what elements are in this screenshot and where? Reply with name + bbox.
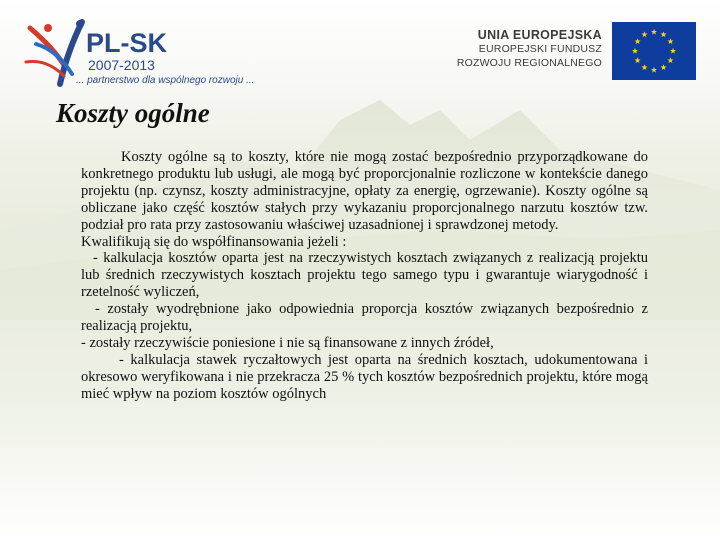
program-years: 2007-2013 (88, 57, 155, 73)
eu-flag-icon (612, 22, 696, 80)
slide-body (81, 149, 648, 403)
eu-line-1: UNIA EUROPEJSKA (477, 28, 602, 42)
condition-item: - kalkulacja stawek ryczałtowych jest oparta na średnich kosztach, udokumentowana i okresowo weryfikowana i nie przekracza 25 % tych kosztów bezpośrednich projektu, które mogą mieć wpływ na poziom kosztów ogólnych (81, 351, 648, 402)
eu-line-2: EUROPEJSKI FUNDUSZ (478, 43, 602, 55)
eu-line-3: ROZWOJU REGIONALNEGO (456, 57, 602, 69)
program-slogan: ... partnerstwo dla wspólnego rozwoju ... (76, 75, 255, 86)
condition-item: - kalkulacja kosztów oparta jest na rzeczywistych kosztach związanych z realizacją projektu lub średnich rzeczywistych kosztach projektu tego samego typu i gwarantuje wiarygodność i rzetelność wyliczeń, (81, 250, 648, 301)
program-name: PL-SK (86, 28, 167, 58)
definition-paragraph: Koszty ogólne są to koszty, które nie mogą zostać bezpośrednio przyporządkowane do konkretnego produktu lub usługi, ale mogą być proporcjonalnie rozliczone w kontekście danego projektu (np. czynsz, koszty administracyjne, opłaty za energię, ogrzewanie). Koszty ogólne są obliczane jako część kosztów stałych przy wykazaniu proporcjonalnego narzutu kosztów tzw. podział pro rata przy zastosowaniu właściwej uzasadnionej i sprawdzonej metody. (81, 149, 648, 233)
eu-fund-label (457, 28, 602, 70)
condition-item: - zostały rzeczywiście poniesione i nie są finansowane z innych źródeł, (81, 334, 494, 351)
eligibility-intro: Kwalifikują się do współfinansowania jeżeli : (81, 233, 347, 250)
slide-title: Koszty ogólne (56, 98, 210, 128)
condition-item: - zostały wyodrębnione jako odpowiednia proporcja kosztów związanych bezpośrednio z realizacją projektu, (81, 301, 648, 335)
